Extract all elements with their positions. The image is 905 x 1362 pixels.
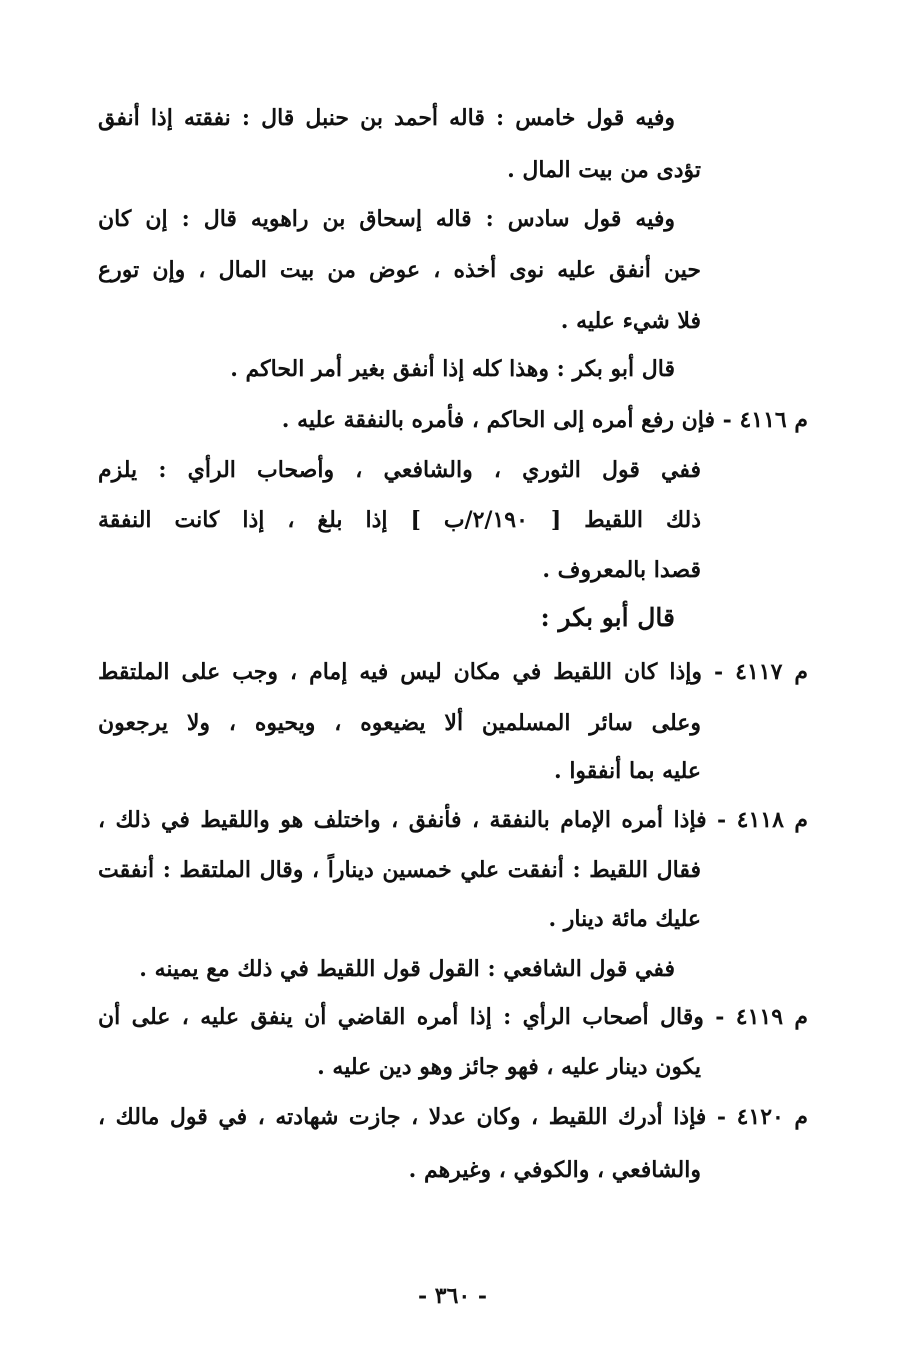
heading-abu-bakr-1: قال أبو بكر : وهذا كله إذا أنفق بغير أمر الحاكم . xyxy=(230,356,675,382)
entry-4120: م ٤١٢٠ - فإذا أدرك اللقيط ، وكان عدلا ، جازت شهادته ، في قول مالك ، xyxy=(98,1104,808,1130)
text-line-1: وفيه قول خامس : قاله أحمد بن حنبل قال : نفقته إذا أنفق xyxy=(98,105,675,131)
text-line-4: حين أنفق عليه نوى أخذه ، عوض من بيت المال ، وإن تورع xyxy=(98,257,701,283)
text-line-13: وعلى سائر المسلمين ألا يضيعوه ، ويحيوه ، ولا يرجعون xyxy=(98,710,701,736)
text-line-3: وفيه قول سادس : قاله إسحاق بن راهويه قال : إن كان xyxy=(98,206,675,232)
entry-4116: م ٤١١٦ - فإن رفع أمره إلى الحاكم ، فأمره بالنفقة عليه . xyxy=(281,407,808,433)
text-line-22: والشافعي ، والكوفي ، وغيرهم . xyxy=(408,1157,701,1183)
text-line-14: عليه بما أنفقوا . xyxy=(554,758,701,784)
entry-4118: م ٤١١٨ - فإذا أمره الإمام بالنفقة ، فأنفق ، واختلف هو واللقيط في ذلك ، xyxy=(98,807,808,833)
text-line-9: ذلك اللقيط [ ٢/١٩٠/ب ] إذا بلغ ، إذا كانت النفقة xyxy=(98,507,702,533)
entry-4119: م ٤١١٩ - وقال أصحاب الرأي : إذا أمره القاضي أن ينفق عليه ، على أن xyxy=(98,1004,809,1030)
text-line-8: ففي قول الثوري ، والشافعي ، وأصحاب الرأي : يلزم xyxy=(98,457,701,483)
text-line-10: قصدا بالمعروف . xyxy=(542,557,701,583)
text-line-18: ففي قول الشافعي : القول قول اللقيط في ذلك مع يمينه . xyxy=(139,956,675,982)
text-line-20: يكون دينار عليه ، فهو جائز وهو دين عليه . xyxy=(317,1054,701,1080)
text-line-5: فلا شيء عليه . xyxy=(560,308,701,334)
entry-4117: م ٤١١٧ - وإذا كان اللقيط في مكان ليس فيه إمام ، وجب على الملتقط xyxy=(98,659,809,685)
text-line-16: فقال اللقيط : أنفقت علي خمسين ديناراً ، وقال الملتقط : أنفقت xyxy=(98,857,701,883)
text-line-17: عليك مائة دينار . xyxy=(548,906,701,932)
page-number: - ٣٦٠ - xyxy=(417,1283,488,1309)
heading-abu-bakr-2: قال أبو بكر : xyxy=(540,603,675,632)
text-line-2: تؤدى من بيت المال . xyxy=(507,157,701,183)
